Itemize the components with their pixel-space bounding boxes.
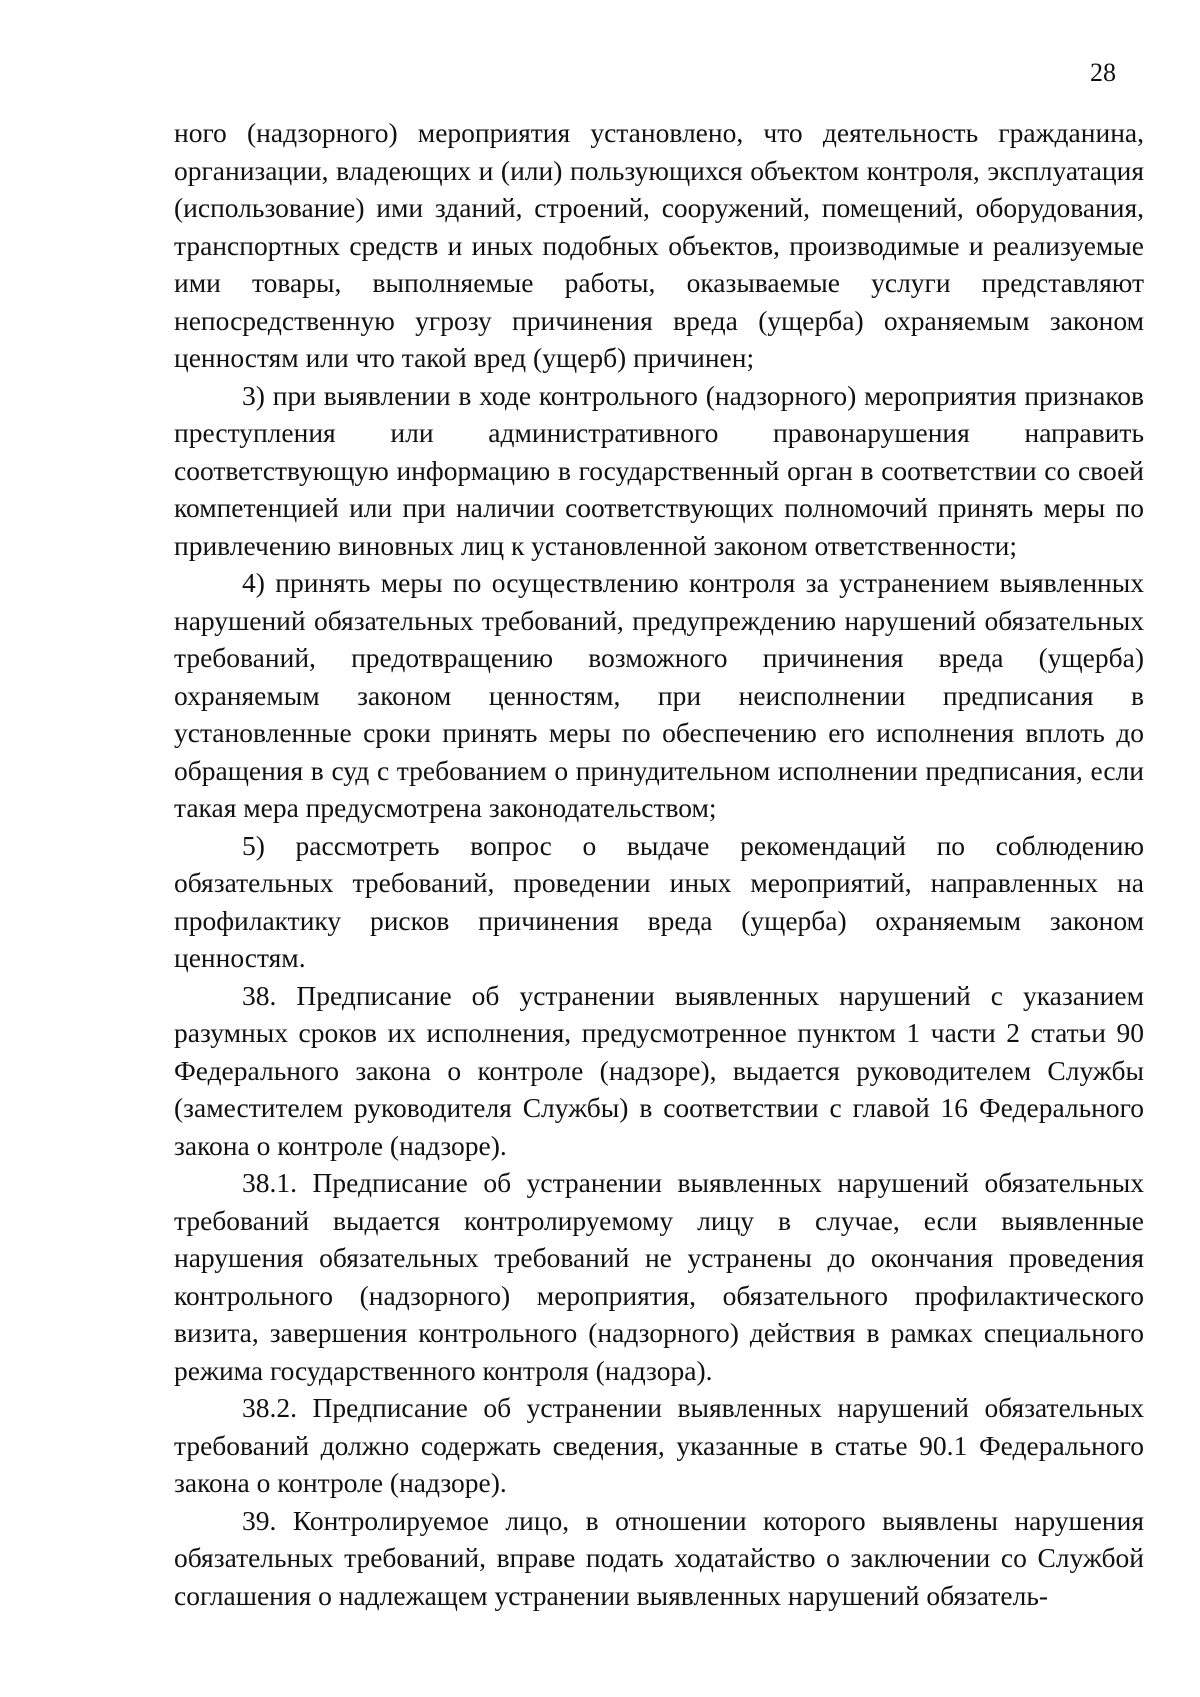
paragraph-item-3: 3) при выявлении в ходе контрольного (надзорного) мероприятия признаков преступления или административного правонарушения направить соответствующую информацию в государственный орган в соответствии со своей компетенцией или при наличии соответствующих полномочий принять меры по привлечению виновных лиц к установленной законом ответственности; (174, 379, 1144, 561)
paragraph-38-2: 38.2. Предписание об устранении выявленных нарушений обязательных требований должно содержать сведения, указанные в статье 90.1 Федерального закона о контроле (надзоре). (174, 1392, 1144, 1498)
paragraph-item-4: 4) принять меры по осуществлению контроля за устранением выявленных нарушений обязательных требований, предупреждению нарушений обязательных требований, предотвращению возможного причинения вреда (ущерба) охраняемым законом ценностям, при неисполнении предписания в установленные сроки принять меры по обеспечению его исполнения вплоть до обращения в суд с требованием о принудительном исполнении предписания, если такая мера предусмотрена законодательством; (174, 567, 1144, 823)
paragraph-item-5: 5) рассмотреть вопрос о выдаче рекомендаций по соблюдению обязательных требований, проведении иных мероприятий, направленных на профилактику рисков причинения вреда (ущерба) охраняемым законом ценностям. (174, 829, 1144, 973)
paragraph-38-1: 38.1. Предписание об устранении выявленных нарушений обязательных требований выдается контролируемому лицу в случае, если выявленные нарушения обязательных требований не устранены до окончания проведения контрольного (надзорного) мероприятия, обязательного профилактического визита, завершения контрольного (надзорного) действия в рамках специального режима государственного контроля (надзора). (174, 1167, 1144, 1386)
document-body (174, 114, 1144, 1614)
paragraph-39: 39. Контролируемое лицо, в отношении которого выявлены нарушения обязательных требований, вправе подать ходатайство о заключении со Службой соглашения о надлежащем устранении выявленных нарушений обязатель- (174, 1504, 1144, 1611)
paragraph-continuation: ного (надзорного) мероприятия установлено, что деятельность гражданина, организации, владеющих и (или) пользующихся объектом контроля, эксплуатация (использование) ими зданий, строений, сооружений, помещений, оборудования, транспортных средств и иных подобных объектов, производимые и реализуемые ими товары, выполняемые работы, оказываемые услуги представляют непосредственную угрозу причинения вреда (ущерба) охраняемым законом ценностям или что такой вред (ущерб) причинен; (174, 117, 1144, 373)
paragraph-38: 38. Предписание об устранении выявленных нарушений с указанием разумных сроков их исполнения, предусмотренное пунктом 1 части 2 статьи 90 Федерального закона о контроле (надзоре), выдается руководителем Службы (заместителем руководителя Службы) в соответствии с главой 16 Федерального закона о контроле (надзоре). (174, 979, 1144, 1161)
page-number: 28 (1090, 58, 1116, 87)
